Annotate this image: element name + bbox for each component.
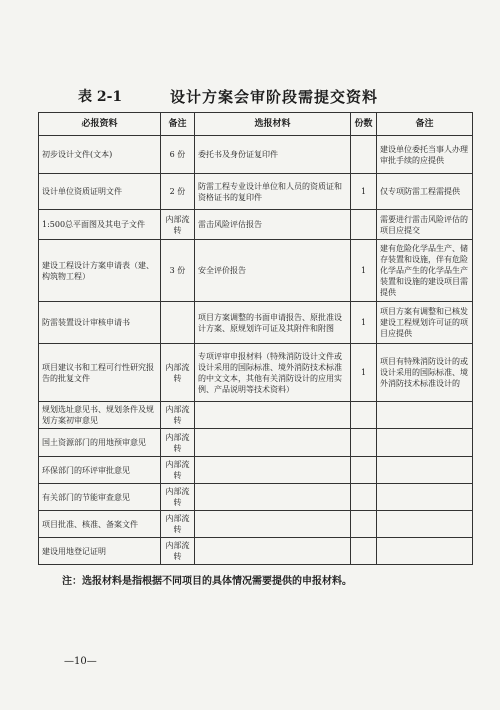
cell-remark: 内部流转 [161, 511, 195, 538]
cell-count: 1 [351, 240, 377, 302]
cell-note [377, 402, 473, 429]
column-header-note: 备注 [377, 113, 473, 136]
cell-required: 有关部门的节能审查意见 [39, 484, 161, 511]
cell-note: 需要进行雷击风险评估的项目应提交 [377, 210, 473, 240]
cell-note [377, 457, 473, 484]
cell-required: 项目批准、核准、备案文件 [39, 511, 161, 538]
cell-count [351, 511, 377, 538]
materials-table [38, 112, 473, 565]
cell-count: 1 [351, 302, 377, 344]
table-row [39, 136, 473, 174]
table-row [39, 484, 473, 511]
cell-remark [161, 302, 195, 344]
cell-optional: 雷击风险评估报告 [195, 210, 351, 240]
cell-count: 1 [351, 174, 377, 210]
cell-required: 设计单位资质证明文件 [39, 174, 161, 210]
cell-required: 防雷装置设计审核申请书 [39, 302, 161, 344]
cell-optional [195, 429, 351, 457]
cell-note [377, 538, 473, 565]
cell-count [351, 457, 377, 484]
cell-count [351, 210, 377, 240]
table-row [39, 429, 473, 457]
cell-remark: 3 份 [161, 240, 195, 302]
table-header-row [39, 113, 473, 136]
cell-note: 项目方案有调整和已核发建设工程规划许可证的项目应提供 [377, 302, 473, 344]
cell-count [351, 484, 377, 511]
table-row [39, 302, 473, 344]
column-header-remark: 备注 [161, 113, 195, 136]
cell-count [351, 429, 377, 457]
cell-optional: 委托书及身份证复印件 [195, 136, 351, 174]
column-header-required: 必报资料 [39, 113, 161, 136]
cell-remark: 内部流转 [161, 344, 195, 402]
cell-required: 初步设计文件(文本) [39, 136, 161, 174]
cell-remark: 内部流转 [161, 457, 195, 484]
table-row [39, 210, 473, 240]
cell-optional: 安全评价报告 [195, 240, 351, 302]
cell-optional [195, 402, 351, 429]
cell-required: 建设工程设计方案申请表（建、构筑物工程） [39, 240, 161, 302]
cell-required: 建设用地登记证明 [39, 538, 161, 565]
cell-remark: 2 份 [161, 174, 195, 210]
cell-required: 规划选址意见书、规划条件及规划方案初审意见 [39, 402, 161, 429]
cell-note [377, 484, 473, 511]
column-header-optional: 选报材料 [195, 113, 351, 136]
cell-remark: 内部流转 [161, 402, 195, 429]
cell-count [351, 402, 377, 429]
cell-optional [195, 484, 351, 511]
cell-remark: 内部流转 [161, 210, 195, 240]
cell-required: 1:500总平面图及其电子文件 [39, 210, 161, 240]
table-row [39, 174, 473, 210]
table-row [39, 344, 473, 402]
cell-optional [195, 538, 351, 565]
cell-count [351, 538, 377, 565]
cell-remark: 内部流转 [161, 429, 195, 457]
table-label: 表 2-1 [78, 89, 123, 105]
table-row [39, 538, 473, 565]
document-title: 设计方案会审阶段需提交资料 [170, 88, 379, 106]
cell-optional [195, 457, 351, 484]
cell-remark: 6 份 [161, 136, 195, 174]
cell-optional [195, 511, 351, 538]
cell-note: 项目有特殊消防设计的或设计采用的国际标准、境外消防技术标准设计的 [377, 344, 473, 402]
cell-note: 建有危险化学品生产、储存装置和设施，伴有危险化学品产生的化学品生产装置和设施的建设项目需提供 [377, 240, 473, 302]
page-number: —10— [64, 656, 97, 667]
cell-note: 仅专项防雷工程需提供 [377, 174, 473, 210]
table-row [39, 511, 473, 538]
footnote: 注：选报材料是指根据不同项目的具体情况需要提供的申报材料。 [62, 576, 352, 587]
table-row [39, 402, 473, 429]
cell-count: 1 [351, 344, 377, 402]
table-row [39, 457, 473, 484]
cell-optional: 专项评审申报材料（特殊消防设计文件或设计采用的国际标准、境外消防技术标准的中文文本，其他有关消防设计的应用实例、产品说明等技术资料） [195, 344, 351, 402]
cell-count [351, 136, 377, 174]
cell-optional: 项目方案调整的书面申请报告、原批准设计方案、原规划许可证及其附件和附图 [195, 302, 351, 344]
table-row [39, 240, 473, 302]
cell-remark: 内部流转 [161, 484, 195, 511]
cell-note [377, 429, 473, 457]
column-header-count: 份数 [351, 113, 377, 136]
cell-optional: 防雷工程专业设计单位和人员的资质证和资格证书的复印件 [195, 174, 351, 210]
cell-required: 项目建议书和工程可行性研究报告的批复文件 [39, 344, 161, 402]
cell-required: 环保部门的环评审批意见 [39, 457, 161, 484]
cell-note: 建设单位委托当事人办理审批手续的应提供 [377, 136, 473, 174]
cell-remark: 内部流转 [161, 538, 195, 565]
cell-note [377, 511, 473, 538]
cell-required: 国土资源部门的用地预审意见 [39, 429, 161, 457]
